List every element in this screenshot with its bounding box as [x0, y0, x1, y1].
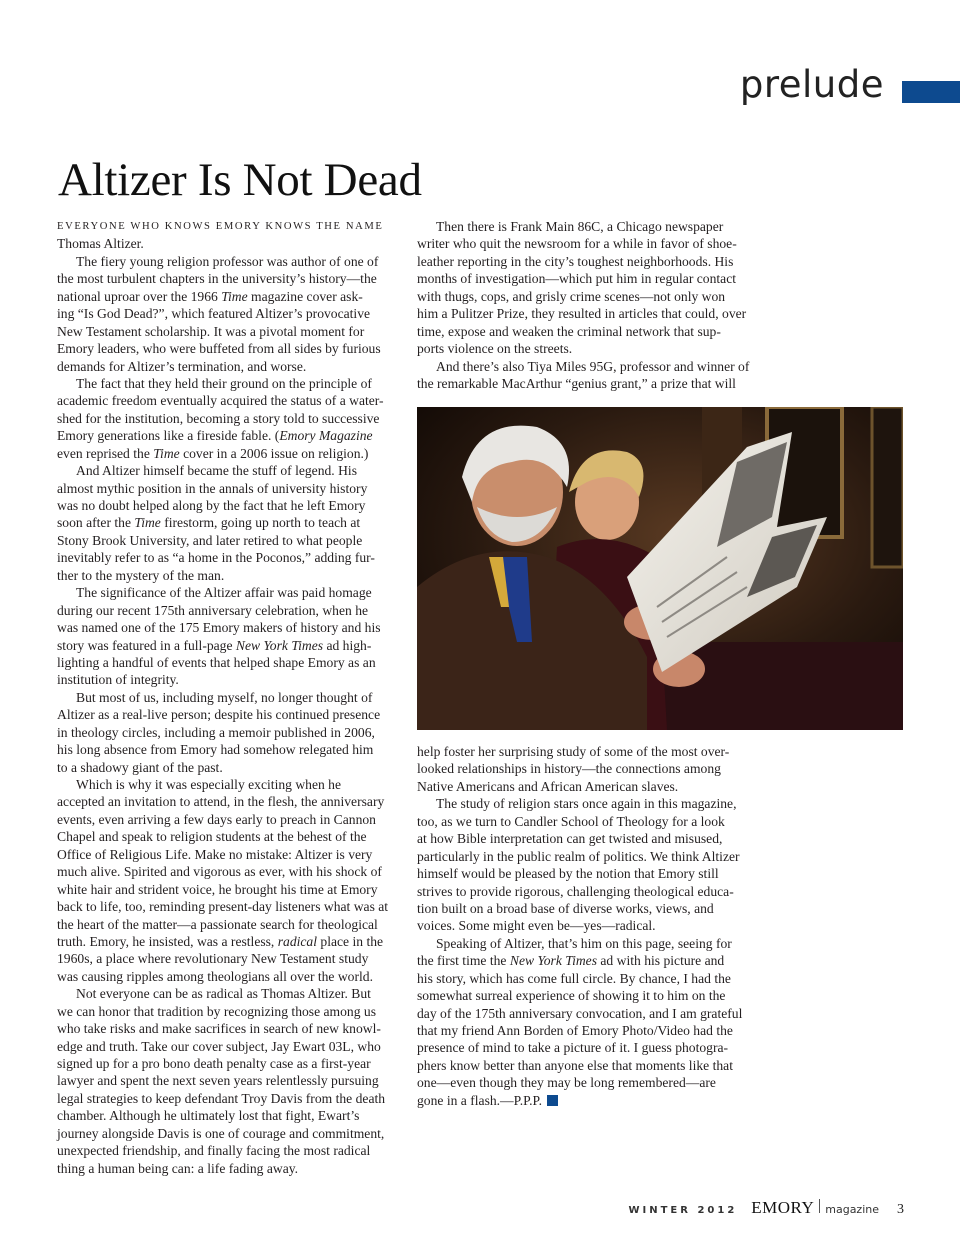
text-line: Thomas Altizer.: [57, 236, 144, 252]
page-footer: [628, 1198, 904, 1218]
text-line: thing a human being can: a life fading away.: [57, 1160, 299, 1176]
text-line: Emory leaders, who were buffeted from all sides by furious: [57, 341, 381, 357]
text-line: months of investigation—which put him in regular contact: [417, 271, 737, 287]
text-line: legal strategies to keep defendant Troy Davis from the death: [57, 1090, 386, 1106]
text-line: time, expose and weaken the criminal network that sup-: [417, 323, 721, 339]
left-column-body: [57, 235, 399, 1177]
text-line: white hair and strident voice, he brought his time at Emory: [57, 881, 378, 897]
text-line: leather reporting in the city’s toughest neighborhoods. His: [417, 253, 734, 269]
section-label: prelude: [739, 63, 884, 106]
text-line: that my friend Ann Borden of Emory Photo/Video had the: [417, 1023, 733, 1038]
text-line: strives to provide rigorous, challenging theological educa-: [417, 883, 734, 899]
text-line: Then there is Frank Main 86C, a Chicago newspaper: [436, 219, 724, 234]
text-line: demands for Altizer’s termination, and worse.: [57, 358, 307, 374]
text-line: ther to the mystery of the man.: [57, 567, 225, 583]
text-line: help foster her surprising study of some of the most over-: [417, 744, 730, 759]
text-line: back to life, too, reminding present-day listeners what was at: [57, 899, 389, 915]
photo-illustration: [417, 407, 903, 730]
text-line: to a shadowy giant of the past.: [57, 759, 223, 775]
text-line: truth. Emory, he insisted, was a restless, radical place in the: [57, 933, 384, 949]
text-line: ing “Is God Dead?”, which featured Altizer’s provocative: [57, 306, 371, 322]
article-column-right-top: [417, 218, 759, 392]
text-line: we can honor that tradition by recognizing those among us: [57, 1003, 376, 1019]
text-line: much alive. Spirited and vigorous as ever, with his shock of: [57, 864, 382, 880]
footer-issue: WINTER 2012: [628, 1205, 738, 1216]
article-column-left: [57, 218, 399, 1177]
text-line: too, as we turn to Candler School of Theology for a look: [417, 813, 725, 829]
text-line: accepted an invitation to attend, in the flesh, the anniversary: [57, 794, 385, 810]
text-line: events, even arriving a few days early to preach in Cannon: [57, 811, 376, 827]
text-line: in theology circles, including a memoir published in 2006,: [57, 724, 375, 740]
footer-magazine: magazine: [825, 1203, 879, 1216]
text-line: the first time the New York Times ad with his picture and: [417, 953, 725, 969]
text-line: Chapel and speak to religion students at the behest of the: [57, 829, 367, 845]
text-line: edge and truth. Take our cover subject, Jay Ewart 03L, who: [57, 1038, 381, 1054]
text-line: even reprised the Time cover in a 2006 issue on religion.): [57, 445, 369, 461]
text-line: story was featured in a full-page New York Times ad high-: [57, 637, 372, 653]
text-line: his long absence from Emory had somehow relegated him: [57, 742, 374, 758]
article-photo: [417, 407, 903, 730]
text-line: looked relationships in history—the connections among: [417, 761, 721, 777]
text-line: the heart of the matter—a passionate search for theological: [57, 916, 378, 932]
text-line: the remarkable MacArthur “genius grant,” a prize that will: [417, 375, 736, 391]
lead-in-text: EVERYONE WHO KNOWS EMORY KNOWS THE NAME: [57, 221, 384, 232]
text-line: The significance of the Altizer affair was paid homage: [76, 585, 372, 601]
text-line: writer who quit the newsroom for a while in favor of shoe-: [417, 236, 737, 252]
text-line: inevitably refer to as “a home in the Poconos,” adding fur-: [57, 550, 375, 566]
text-line: signed up for a pro bono death penalty case as a first-year: [57, 1056, 371, 1071]
text-line: national uproar over the 1966 Time magazine cover ask-: [57, 288, 363, 304]
text-line: And there’s also Tiya Miles 95G, professor and winner of: [436, 358, 750, 374]
footer-divider: [819, 1199, 820, 1213]
lead-in: [57, 218, 399, 235]
text-line: The study of religion stars once again in this magazine,: [436, 796, 737, 812]
text-line: Office of Religious Life. Make no mistake: Altizer is very: [57, 846, 373, 862]
text-line: Altizer as a real-live person; despite his continued presence: [57, 707, 381, 723]
text-line: unexpected friendship, and finally facing the most radical: [57, 1143, 371, 1159]
article-title: Altizer Is Not Dead: [58, 154, 422, 206]
text-line: shed for the institution, becoming a story told to successive: [57, 410, 380, 426]
end-of-story-mark: [547, 1095, 558, 1106]
text-line: And Altizer himself became the stuff of legend. His: [76, 463, 357, 479]
text-line: with thugs, cops, and grisly crime scenes—not only won: [417, 288, 726, 304]
page-number: 3: [897, 1202, 904, 1217]
text-line: ports violence on the streets.: [417, 341, 573, 357]
section-accent-bar: [902, 81, 960, 103]
text-line: institution of integrity.: [57, 672, 179, 688]
footer-brand: EMORY: [751, 1198, 815, 1217]
text-line: somewhat surreal experience of showing it to him on the: [417, 988, 726, 1004]
text-line: who take risks and make sacrifices in search of new knowl-: [57, 1021, 381, 1037]
text-line: 1960s, a place where revolutionary New Testament study: [57, 951, 369, 967]
text-line: was named one of the 175 Emory makers of history and his: [57, 620, 381, 636]
text-line: soon after the Time firestorm, going up north to teach at: [57, 515, 361, 531]
article-column-right-bottom: [417, 743, 759, 1109]
text-line: The fiery young religion professor was author of one of: [76, 253, 379, 269]
text-line: Native Americans and African American slaves.: [417, 778, 679, 794]
text-line: Stony Brook University, and later retired to what people: [57, 532, 363, 548]
text-line: voices. Some might even be—yes—radical.: [417, 918, 656, 934]
text-line: journey alongside Davis is one of courage and commitment,: [57, 1125, 385, 1141]
text-line: Which is why it was especially exciting when he: [76, 777, 342, 792]
text-line: New Testament scholarship. It was a pivotal moment for: [57, 323, 365, 339]
text-line: day of the 175th anniversary convocation, and I am grateful: [417, 1005, 743, 1021]
text-line: chamber. Although he ultimately lost that fight, Ewart’s: [57, 1108, 360, 1124]
text-line: him a Pulitzer Prize, they resulted in articles that could, over: [417, 306, 747, 322]
text-line: lawyer and spent the next seven years relentlessly pursuing: [57, 1073, 379, 1089]
text-line: during our recent 175th anniversary celebration, when he: [57, 602, 369, 618]
text-line: the most turbulent chapters in the university’s history—the: [57, 271, 377, 287]
text-line: The fact that they held their ground on the principle of: [76, 375, 372, 391]
text-line: his story, which has come full circle. By chance, I had the: [417, 970, 731, 986]
text-line: one—even though they may be long remembered—are: [417, 1075, 716, 1091]
text-line: was no doubt helped along by the fact that he left Emory: [57, 498, 366, 513]
text-line: tion built on a broad base of diverse works, views, and: [417, 900, 714, 916]
text-line: phers know better than anyone else that moments like that: [417, 1057, 733, 1073]
text-line: gone in a flash.—P.P.P.: [417, 1092, 759, 1109]
text-line: at how Bible interpretation can get twisted and misused,: [417, 831, 723, 847]
text-line: academic freedom eventually acquired the status of a water-: [57, 393, 384, 409]
text-line: particularly in the public realm of politics. We think Altizer: [417, 848, 740, 864]
text-line: presence of mind to take a picture of it. I guess photogra-: [417, 1040, 729, 1056]
text-line: Emory generations like a fireside fable. (Emory Magazine: [57, 428, 373, 444]
text-line: Speaking of Altizer, that’s him on this page, seeing for: [436, 935, 732, 951]
text-line: himself would be pleased by the notion that Emory still: [417, 866, 719, 882]
text-line: But most of us, including myself, no longer thought of: [76, 689, 373, 705]
text-line: Not everyone can be as radical as Thomas Altizer. But: [76, 986, 371, 1002]
text-line: lighting a handful of events that helped shape Emory as an: [57, 654, 376, 670]
text-line: almost mythic position in the annals of university history: [57, 480, 368, 496]
text-line: was causing ripples among theologians all over the world.: [57, 968, 373, 984]
